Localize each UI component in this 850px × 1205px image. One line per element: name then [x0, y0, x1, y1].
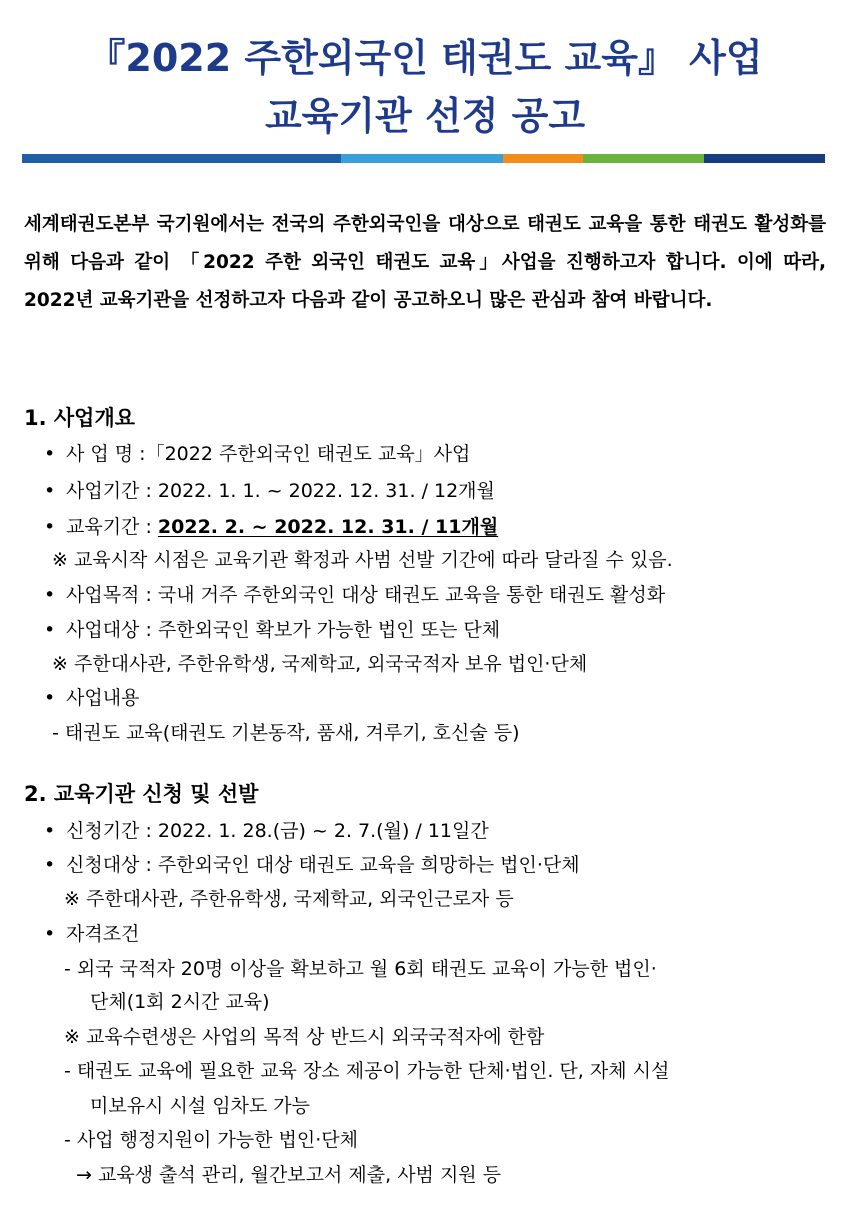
stripe-segment — [704, 154, 825, 163]
section-1-heading: 1. 사업개요 — [24, 406, 136, 430]
qualification-1-line-1: - 외국 국적자 20명 이상을 확보하고 월 6회 태권도 교육이 가능한 법인· — [64, 958, 657, 980]
bullet-icon: • — [44, 923, 56, 945]
apply-period-item — [44, 817, 489, 845]
education-period-item — [44, 513, 498, 541]
business-content-item — [44, 684, 139, 712]
business-target-note: ※ 주한대사관, 주한유학생, 국제학교, 외국국적자 보유 법인·단체 — [52, 653, 588, 675]
bullet-icon: • — [44, 619, 56, 641]
education-start-note: ※ 교육시작 시점은 교육기관 확정과 사범 선발 기간에 따라 달라질 수 있음. — [52, 549, 673, 571]
bullet-icon: • — [44, 443, 56, 465]
qualification-note: ※ 교육수련생은 사업의 목적 상 반드시 외국국적자에 한함 — [64, 1026, 545, 1048]
bullet-icon: • — [44, 820, 56, 842]
business-purpose-text: 사업목적 : 국내 거주 주한외국인 대상 태권도 교육을 통한 태권도 활성화 — [66, 584, 666, 606]
stripe-segment — [503, 154, 583, 163]
business-name-item — [44, 440, 470, 468]
title-line-2: 교육기관 선정 공고 — [264, 94, 586, 138]
color-stripe-divider — [22, 154, 825, 163]
intro-paragraph: 세계태권도본부 국기원에서는 전국의 주한외국인을 대상으로 태권도 교육을 통한 태권도 활성화를 위해 다음과 같이 「2022 주한 외국인 태권도 교육」사업을 진행하고자 합니다. 이에 따라, 2022년 교육기관을 선정하고자 다음과 같이 공고하오니 많은 관심과 참여 바랍니다. — [24, 214, 826, 311]
education-period-label: 교육기간 : — [66, 516, 158, 538]
business-period-item — [44, 477, 495, 505]
apply-target-note: ※ 주한대사관, 주한유학생, 국제학교, 외국인근로자 등 — [64, 888, 514, 910]
bullet-icon: • — [44, 687, 56, 709]
stripe-segment — [22, 154, 341, 163]
business-content-label: 사업내용 — [66, 687, 140, 709]
qualification-3-detail: → 교육생 출석 관리, 월간보고서 제출, 사범 지원 등 — [76, 1164, 502, 1186]
qualification-2-line-1: - 태권도 교육에 필요한 교육 장소 제공이 가능한 단체·법인. 단, 자체 시설 — [64, 1060, 670, 1082]
business-content-detail: - 태권도 교육(태권도 기본동작, 품새, 겨루기, 호신술 등) — [52, 722, 520, 744]
apply-target-text: 신청대상 : 주한외국인 대상 태권도 교육을 희망하는 법인·단체 — [66, 854, 580, 876]
title-line-1: 『2022 주한외국인 태권도 교육』 사업 — [87, 36, 763, 80]
qualification-1-line-2: 단체(1회 2시간 교육) — [90, 991, 270, 1013]
bullet-icon: • — [44, 516, 56, 538]
business-name-text: 사 업 명 :「2022 주한외국인 태권도 교육」사업 — [66, 443, 471, 465]
stripe-segment — [583, 154, 704, 163]
bullet-icon: • — [44, 854, 56, 876]
qualification-item — [44, 920, 139, 948]
education-period-value: 2022. 2. ~ 2022. 12. 31. / 11개월 — [157, 516, 499, 538]
qualification-2-line-2: 미보유시 시설 임차도 가능 — [90, 1095, 311, 1117]
section-2-heading: 2. 교육기관 신청 및 선발 — [24, 782, 259, 806]
apply-target-item — [44, 851, 580, 879]
business-purpose-item — [44, 581, 665, 609]
qualification-label: 자격조건 — [66, 923, 140, 945]
business-target-text: 사업대상 : 주한외국인 확보가 가능한 법인 또는 단체 — [66, 619, 501, 641]
apply-period-text: 신청기간 : 2022. 1. 28.(금) ~ 2. 7.(월) / 11일간 — [66, 820, 489, 842]
business-period-text: 사업기간 : 2022. 1. 1. ~ 2022. 12. 31. / 12개월 — [66, 480, 495, 502]
stripe-segment — [341, 154, 503, 163]
bullet-icon: • — [44, 480, 56, 502]
business-target-item — [44, 616, 500, 644]
bullet-icon: • — [44, 584, 56, 606]
qualification-3: - 사업 행정지원이 가능한 법인·단체 — [64, 1129, 359, 1151]
